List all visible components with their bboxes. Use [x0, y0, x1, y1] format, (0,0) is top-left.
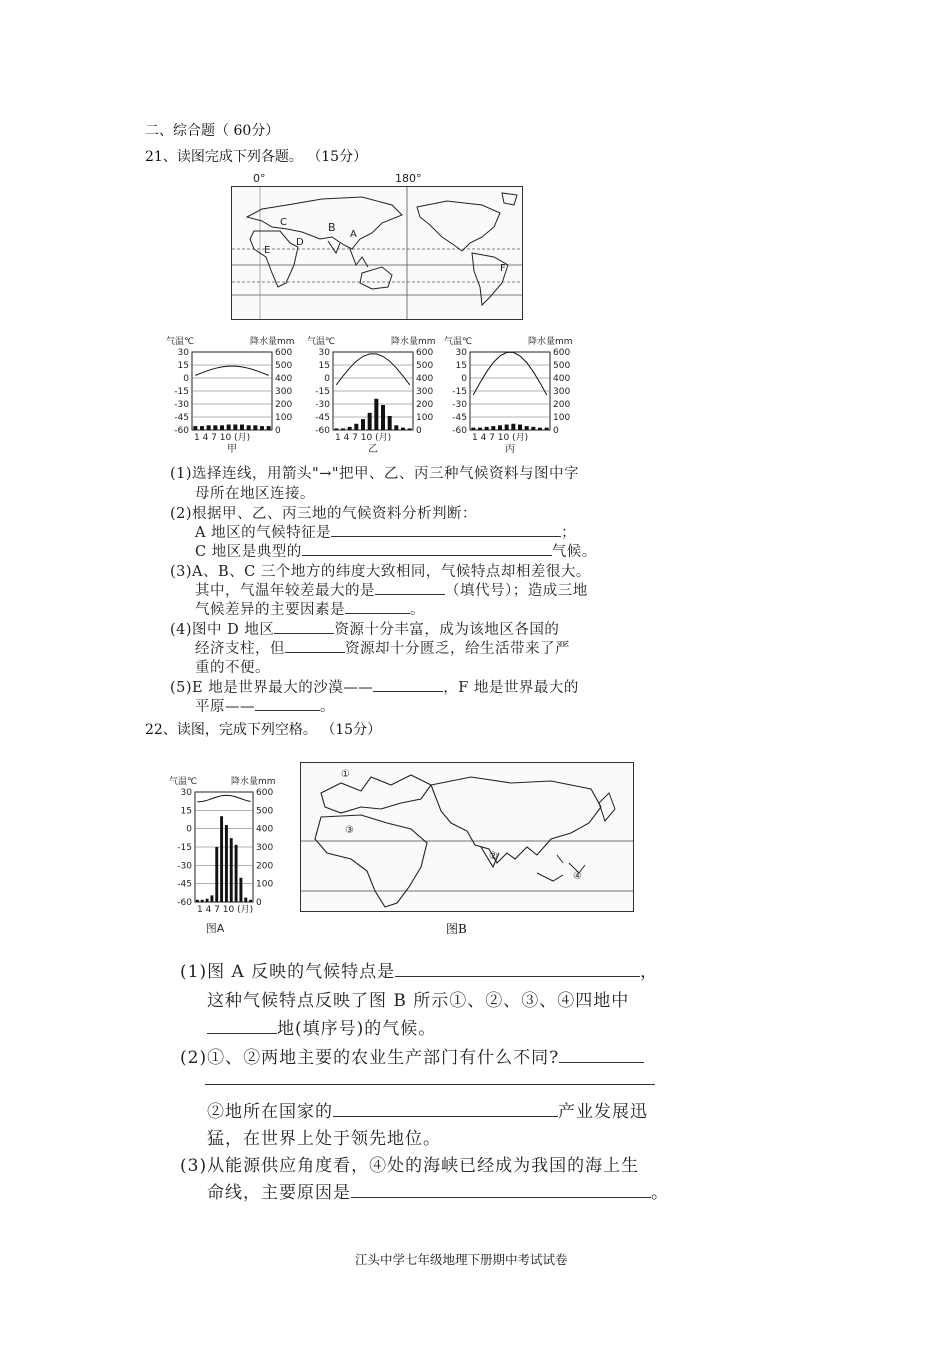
- chart-a-precip-tick: 500: [256, 806, 274, 817]
- q21-semicolon: ；: [561, 525, 577, 541]
- chart-a-precip-bar: [249, 900, 252, 902]
- chart-bing-temp-tick: -45: [452, 413, 467, 423]
- chart-bing-temp-tick: -60: [452, 426, 467, 436]
- q22-industry-prompt: ②地所在国家的: [207, 1102, 333, 1122]
- chart-a-temp-tick: -45: [177, 879, 192, 890]
- q21-line-4: [195, 521, 576, 542]
- chart-a-precip-bar: [244, 898, 247, 902]
- map-b-point-3: ③: [345, 825, 354, 836]
- page-footer: 江头中学七年级地理下册期中考试试卷: [355, 1252, 568, 1267]
- answer-blank-a-climate[interactable]: [331, 522, 561, 537]
- chart-bing-precip-bar: [545, 428, 549, 430]
- chart-bing-temp-curve: [473, 352, 546, 395]
- chart-jia-precip-bar: [233, 425, 237, 430]
- map-point-f: F: [500, 263, 506, 274]
- q21-line-7: [195, 579, 588, 600]
- eurasia-map-drawing: [301, 763, 633, 911]
- chart-yi-temp-tick: -15: [315, 387, 330, 397]
- chart-bing-month-ticks: 1 4 7 10 (月): [472, 433, 529, 443]
- answer-blank-c-climate[interactable]: [302, 541, 552, 556]
- chart-jia-precip-bar: [207, 425, 211, 430]
- chart-bing-precip-bar: [511, 424, 515, 430]
- q21-e-prompt: (5)E 地是世界最大的沙漠——: [170, 680, 374, 696]
- answer-blank-climate-feature[interactable]: [395, 962, 640, 977]
- chart-jia-month-ticks: 1 4 7 10 (月): [194, 433, 251, 443]
- chart-a-precip-tick: 0: [256, 898, 262, 908]
- q21-range-prompt: 其中，气温年较差最大的是: [195, 583, 375, 599]
- q22-line-6: 猛，在世界上处于领先地位。: [207, 1129, 441, 1149]
- chart-a-temp-tick: -30: [177, 861, 192, 872]
- chart-bing-precip-bar: [498, 425, 502, 430]
- chart-jia-chart-name: 甲: [227, 444, 237, 455]
- chart-jia-temp-tick: -15: [174, 387, 189, 397]
- chart-jia-precip-tick: 200: [275, 400, 293, 410]
- chart-jia-temp-curve: [195, 366, 268, 375]
- q22-line-8: [207, 1178, 669, 1203]
- section-title: 二、综合题（ 60分）: [145, 123, 280, 139]
- chart-yi-precip-bar: [334, 428, 338, 430]
- q22-line-7: (3)从能源供应角度看，④处的海峡已经成为我国的海上生: [180, 1156, 640, 1176]
- chart-bing-precip-bar: [505, 425, 509, 430]
- q22-world-map-b: [300, 762, 636, 912]
- q21-a-climate-prompt: A 地区的气候特征是: [195, 525, 332, 541]
- q21-climate-suffix: 气候。: [551, 544, 597, 560]
- q21-plain-prompt: 平原——: [195, 699, 255, 715]
- q22-line-1: [180, 957, 658, 982]
- q21-line-10: [195, 637, 570, 658]
- chart-bing-precip-tick: 400: [553, 374, 571, 384]
- chart-a-precip-tick: 200: [256, 861, 274, 872]
- chart-jia-precip-bar: [260, 426, 264, 430]
- chart-a-temp-tick: -15: [177, 843, 192, 853]
- q21-climate-charts: [165, 332, 585, 460]
- q21-line-3: (2)根据甲、乙、丙三地的气候资料分析判断：: [170, 506, 478, 522]
- chart-jia-precip-bar: [193, 426, 197, 430]
- q22-line-2: 这种气候特点反映了图 B 所示①、②、③、④四地中: [207, 991, 630, 1011]
- q22-line-3: [207, 1014, 436, 1039]
- chart-bing-chart-name: 丙: [505, 444, 515, 455]
- chart-bing-precip-bar: [518, 425, 522, 430]
- chart-yi-precip-bar: [381, 405, 385, 430]
- q22-climate-svg: [165, 762, 285, 937]
- chart-a-precip-bar: [196, 900, 199, 902]
- chart-bing-precip-bar: [491, 426, 495, 430]
- chart-jia-precip-bar: [200, 426, 204, 430]
- chart-a-precip-bar: [215, 847, 218, 902]
- chart-a-temp-tick: 0: [186, 824, 192, 835]
- chart-yi-chart-name: 乙: [368, 444, 378, 455]
- chart-yi-precip-bar: [361, 419, 365, 430]
- q22-industry-suffix: 产业发展迅: [558, 1102, 648, 1122]
- q21-end-period: 。: [320, 699, 335, 715]
- chart-yi-precip-bar: [394, 425, 398, 430]
- answer-blank-d-scarce[interactable]: [285, 638, 345, 653]
- q22-location-text: 地(填序号)的气候。: [277, 1019, 437, 1039]
- chart-jia-precip-bar: [213, 425, 217, 430]
- q21-d-but: 经济支柱，但: [195, 641, 285, 657]
- chart-a-precip-tick: 300: [256, 843, 274, 853]
- chart-yi-temp-tick: 30: [318, 348, 330, 358]
- chart-yi-precip-bar: [374, 399, 378, 430]
- chart-yi-temp-curve: [336, 354, 409, 385]
- q22-agri-prompt: (2)①、②两地主要的农业生产部门有什么不同?: [180, 1048, 560, 1068]
- chart-bing-temp-axis-label: 气温℃: [444, 337, 473, 347]
- question-22-title: 22、读图，完成下列空格。 （15分）: [145, 722, 382, 738]
- map-point-b: B: [328, 221, 336, 234]
- chart-yi-precip-bar: [401, 428, 405, 430]
- chart-jia-precip-tick: 300: [275, 387, 293, 397]
- chart-yi-precip-bar: [408, 428, 412, 430]
- chart-jia-precip-tick: 400: [275, 374, 293, 384]
- answer-blank-agri-1[interactable]: [559, 1048, 644, 1063]
- chart-yi-precip-bar: [368, 413, 372, 430]
- q21-line-1: (1)选择连线，用箭头"→"把甲、乙、丙三种气候资料与图中字: [170, 466, 580, 482]
- chart-a-precip-bar: [206, 899, 209, 902]
- answer-blank-desert[interactable]: [373, 677, 443, 692]
- q22-line-4: [180, 1043, 644, 1068]
- q22-reason-prompt: 命线，主要原因是: [207, 1183, 351, 1203]
- chart-yi-temp-axis-label: 气温℃: [307, 337, 336, 347]
- q21-climate-svg: [165, 332, 585, 460]
- q21-c-climate-prompt: C 地区是典型的: [195, 544, 302, 560]
- chart-yi-precip-tick: 400: [416, 374, 434, 384]
- chart-jia-precip-bar: [227, 425, 231, 430]
- q21-f-prompt: ，F 地是世界最大的: [443, 680, 579, 696]
- chart-a-precip-bar: [210, 895, 213, 902]
- answer-blank-reason[interactable]: [351, 1183, 651, 1198]
- chart-a-precip-bar: [235, 845, 238, 902]
- chart-a-precip-tick: 400: [256, 824, 274, 835]
- chart-bing-temp-tick: 15: [455, 361, 467, 371]
- q21-world-map: [225, 172, 525, 322]
- chart-a-precip-axis-label: 降水量mm: [231, 777, 276, 787]
- chart-bing-precip-bar: [471, 428, 475, 430]
- answer-blank-industry[interactable]: [333, 1102, 558, 1117]
- chart-yi-precip-tick: 100: [416, 413, 434, 423]
- chart-jia-precip-tick: 100: [275, 413, 293, 423]
- answer-blank-d-rich[interactable]: [274, 619, 334, 634]
- chart-a-temp-tick: 30: [180, 788, 192, 798]
- q22-map-frame: [300, 762, 634, 912]
- map-point-e: E: [264, 245, 271, 256]
- chart-bing-precip-tick: 0: [553, 426, 559, 436]
- chart-bing-precip-axis-label: 降水量mm: [528, 337, 573, 347]
- q21-line-12: [170, 676, 579, 697]
- q21-line-13: [195, 695, 335, 716]
- chart-yi-precip-bar: [354, 424, 358, 430]
- chart-a-precip-bar: [230, 838, 233, 902]
- chart-a-temp-tick: 15: [180, 806, 192, 817]
- chart-bing-temp-tick: 0: [461, 374, 467, 384]
- chart-bing-precip-bar: [538, 428, 542, 430]
- chart-bing-precip-bar: [525, 426, 529, 430]
- chart-jia-temp-tick: -60: [174, 426, 189, 436]
- map-point-a: A: [350, 229, 357, 240]
- chart-jia-temp-tick: 15: [177, 361, 189, 371]
- chart-yi-precip-tick: 600: [416, 348, 434, 358]
- chart-yi-precip-bar: [388, 416, 392, 430]
- chart-yi-precip-bar: [341, 428, 345, 430]
- answer-blank-agri-2[interactable]: [205, 1083, 655, 1085]
- q21-range-suffix: （填代号）；造成三地: [445, 583, 588, 599]
- chart-jia-temp-tick: 0: [183, 374, 189, 384]
- question-21-title: 21、读图完成下列各题。 （15分）: [145, 149, 368, 165]
- map-b-point-4: ④: [573, 871, 582, 882]
- chart-yi-precip-tick: 200: [416, 400, 434, 410]
- chart-jia-precip-bar: [240, 425, 244, 430]
- chart-bing-precip-tick: 300: [553, 387, 571, 397]
- chart-jia-temp-tick: -45: [174, 413, 189, 423]
- q21-map-frame: [231, 186, 523, 320]
- chart-jia-precip-bar: [247, 425, 251, 430]
- chart-yi-temp-tick: -60: [315, 426, 330, 436]
- chart-jia-precip-tick: 0: [275, 426, 281, 436]
- chart-bing-precip-tick: 600: [553, 348, 571, 358]
- chart-bing-precip-tick: 200: [553, 400, 571, 410]
- chart-yi-temp-tick: 0: [324, 374, 330, 384]
- chart-bing-temp-tick: 30: [455, 348, 467, 358]
- chart-jia-precip-bar: [220, 425, 224, 430]
- q22-line-5: [207, 1097, 648, 1122]
- q21-d-text: 资源十分丰富，成为该地区各国的: [334, 622, 560, 638]
- chart-a-temp-tick: -60: [177, 898, 192, 908]
- q21-d-prompt: (4)图中 D 地区: [170, 622, 275, 638]
- chart-bing-precip-bar: [531, 427, 535, 430]
- chart-a-precip-bar: [201, 900, 204, 902]
- map-point-d: D: [296, 237, 304, 248]
- chart-bing-temp-tick: -15: [452, 387, 467, 397]
- map-b-point-2: ②: [489, 851, 498, 862]
- chart-a-precip-bar: [220, 816, 223, 902]
- chart-a-precip-bar: [225, 825, 228, 902]
- world-map-drawing: [232, 187, 522, 319]
- chart-jia-temp-tick: 30: [177, 348, 189, 358]
- chart-jia-temp-axis-label: 气温℃: [166, 337, 195, 347]
- chart-jia-precip-bar: [267, 426, 271, 430]
- chart-yi-precip-axis-label: 降水量mm: [391, 337, 436, 347]
- chart-bing-precip-bar: [478, 428, 482, 430]
- chart-bing-precip-tick: 100: [553, 413, 571, 423]
- chart-bing-precip-tick: 500: [553, 361, 571, 371]
- chart-a-temp-axis-label: 气温℃: [169, 777, 198, 787]
- chart-yi-precip-bar: [348, 427, 352, 430]
- q22-end-period: 。: [651, 1183, 669, 1203]
- q21-line-5: [195, 540, 597, 561]
- figure-a-caption: 图A: [205, 922, 225, 935]
- chart-bing-precip-bar: [485, 427, 489, 430]
- answer-blank-plain[interactable]: [255, 696, 320, 711]
- chart-jia-precip-bar: [253, 425, 257, 430]
- figure-b-caption: 图B: [446, 922, 467, 936]
- q21-line-6: (3)A、B、C 三个地方的纬度大致相同，气候特点却相差很大。: [170, 564, 591, 580]
- q21-line-9: [170, 618, 559, 639]
- q21-line-2: 母所在地区连接。: [195, 486, 315, 502]
- q21-period: 。: [410, 602, 425, 618]
- q22-climate-chart-a: [165, 762, 285, 937]
- q22-comma: ，: [640, 962, 659, 982]
- chart-a-temp-curve: [197, 795, 250, 802]
- lon-0-label: 0°: [253, 172, 266, 185]
- chart-jia-temp-tick: -30: [174, 400, 189, 410]
- lon-180-label: 180°: [395, 172, 422, 185]
- chart-yi-precip-tick: 300: [416, 387, 434, 397]
- q21-line-8: [195, 598, 425, 619]
- chart-yi-precip-tick: 0: [416, 426, 422, 436]
- chart-bing-temp-tick: -30: [452, 400, 467, 410]
- chart-yi-month-ticks: 1 4 7 10 (月): [335, 433, 392, 443]
- chart-yi-temp-tick: -30: [315, 400, 330, 410]
- answer-blank-factor[interactable]: [345, 599, 410, 614]
- answer-blank-location[interactable]: [207, 1019, 277, 1034]
- chart-jia-precip-tick: 600: [275, 348, 293, 358]
- q21-factor-prompt: 气候差异的主要因素是: [195, 602, 345, 618]
- q22-climate-prompt: (1)图 A 反映的气候特点是: [180, 962, 396, 982]
- chart-jia-precip-tick: 500: [275, 361, 293, 371]
- q21-d-scarce-text: 资源却十分匮乏，给生活带来了严: [345, 641, 570, 657]
- chart-a-precip-tick: 600: [256, 788, 274, 798]
- map-b-point-1: ①: [341, 769, 350, 780]
- chart-yi-temp-tick: -45: [315, 413, 330, 423]
- map-point-c: C: [280, 217, 287, 228]
- chart-jia-precip-axis-label: 降水量mm: [250, 337, 295, 347]
- chart-a-precip-tick: 100: [256, 879, 274, 890]
- chart-yi-precip-tick: 500: [416, 361, 434, 371]
- chart-a-precip-bar: [239, 878, 242, 902]
- answer-blank-max-range[interactable]: [375, 580, 445, 595]
- chart-yi-temp-tick: 15: [318, 361, 330, 371]
- chart-a-month-ticks: 1 4 7 10 (月): [197, 905, 254, 915]
- q21-line-11: 重的不便。: [195, 660, 270, 676]
